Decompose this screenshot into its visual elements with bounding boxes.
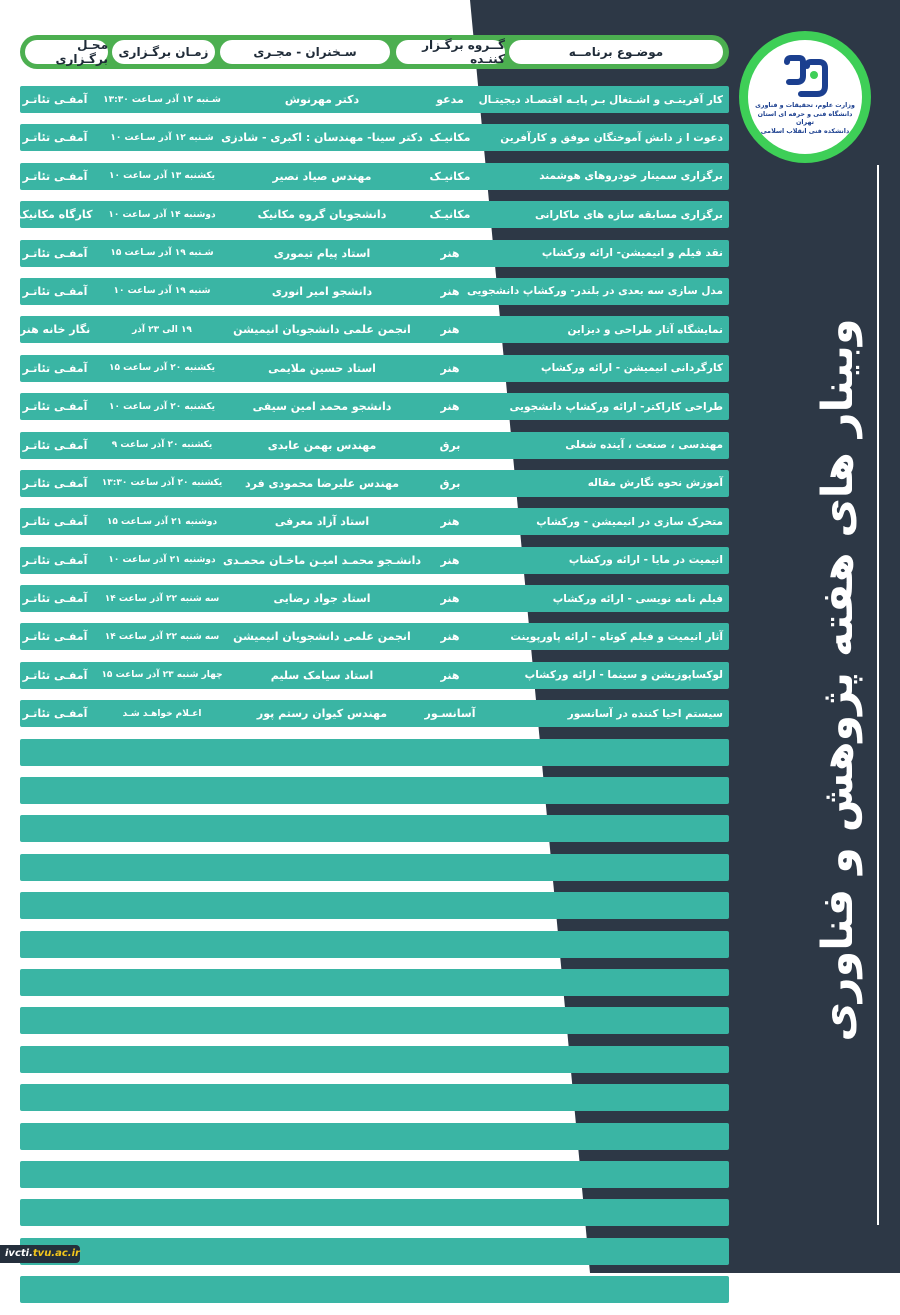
row-time: یکشنبه ۲۰ آذر ساعت ۱۵ — [109, 363, 215, 374]
row-speaker: دکتر مهرنوش — [284, 93, 360, 106]
header-speaker: سـخنران - مجـری — [220, 40, 390, 64]
logo-line-1: وزارت علوم، تحقیقات و فناوری — [755, 102, 855, 109]
row-title: مهندسی ، صنعت ، آینده شغلی — [565, 439, 723, 452]
row-speaker: دانشجویان گروه مکانیک — [257, 208, 387, 222]
row-place: آمفـی تئاتـر — [22, 707, 88, 721]
row-speaker: استاد آزاد معرفی — [274, 515, 370, 529]
university-logo — [739, 31, 871, 163]
row-speaker: مهندس کیوان رستم پور — [256, 707, 388, 721]
table-row — [20, 854, 729, 881]
row-title: نقد فیلم و انیمیشن- ارائه ورکشاپ — [541, 247, 723, 260]
row-time — [94, 1046, 230, 1073]
row-time: سه شنبه ۲۲ آذر ساعت ۱۴ — [104, 631, 220, 642]
table-row — [20, 815, 729, 842]
row-group: مکانیـک — [429, 169, 471, 183]
row-time: چهار شنبه ۲۳ آذر ساعت ۱۵ — [101, 670, 223, 681]
row-title: برگزاری مسابقه سازه های ماکارانی — [534, 208, 723, 221]
table-row — [20, 316, 729, 343]
row-title: مدل سازی سه بعدی در بلندر- ورکشاپ دانشجویی — [466, 285, 723, 298]
row-time: شنبه ۱۹ آذر ساعت ۱۰ — [113, 286, 211, 297]
table-row — [20, 777, 729, 804]
row-speaker — [206, 1123, 438, 1150]
row-time — [94, 892, 230, 919]
table-row — [20, 278, 729, 305]
row-place: آمفـی تئاتـر — [22, 476, 88, 490]
row-title — [493, 1007, 723, 1034]
table-row — [20, 931, 729, 958]
row-speaker — [206, 892, 438, 919]
row-place: آمفـی تئاتـر — [22, 169, 88, 183]
row-group: هنر — [440, 246, 460, 260]
row-time — [94, 1007, 230, 1034]
row-group: هنر — [440, 553, 460, 567]
table-row — [20, 1276, 729, 1303]
row-place: آمفـی تئاتـر — [22, 515, 88, 529]
table-row — [20, 1161, 729, 1188]
row-title — [493, 854, 723, 881]
table-row — [20, 508, 729, 535]
logo-mark-icon — [781, 56, 829, 98]
footer-url[interactable] — [0, 1245, 80, 1263]
row-time — [94, 1123, 230, 1150]
row-title — [493, 969, 723, 996]
row-title: کارگردانی انیمیشن - ارائه ورکشاپ — [541, 362, 723, 375]
row-title: آثار انیمیت و فیلم کوتاه - ارائه پاورپوینت — [510, 630, 723, 643]
table-row — [20, 662, 729, 689]
row-title: نمایشگاه آثار طراحی و دیزاین — [567, 323, 723, 336]
row-time — [94, 1238, 230, 1265]
row-place: آمفـی تئاتـر — [22, 93, 88, 106]
row-speaker: استاد جواد رضایی — [273, 592, 371, 606]
row-speaker: مهندس علیرضا محمودی فرد — [244, 476, 400, 490]
footer-url-domain: tvu.ac.ir — [32, 1248, 80, 1259]
row-time — [94, 1161, 230, 1188]
row-place — [22, 1046, 88, 1073]
row-time: یکشنبه ۲۰ آذر ساعت ۱۳:۳۰ — [101, 478, 223, 489]
row-group: مکانیـک — [429, 131, 471, 145]
row-title: دعوت ا ز دانش آموختگان موفق و کارآفرین — [500, 131, 723, 144]
side-title: وبینار های هفته پژوهش و فناوری — [813, 318, 863, 1042]
row-place — [22, 1007, 88, 1034]
row-speaker — [206, 1161, 438, 1188]
row-speaker — [206, 931, 438, 958]
row-place: آمفـی تئاتـر — [22, 246, 88, 260]
row-time: یکشنبه ۲۰ آذر ساعت ۹ — [111, 440, 213, 451]
row-speaker: استاد حسین ملایمی — [268, 361, 376, 375]
table-header — [20, 35, 729, 69]
row-place — [22, 1123, 88, 1150]
row-place — [22, 815, 88, 842]
header-title: موضـوع برنامــه — [509, 40, 723, 64]
logo-inner — [748, 40, 862, 154]
row-time — [94, 969, 230, 996]
row-title — [493, 1199, 723, 1226]
row-speaker — [206, 969, 438, 996]
row-title: لوکساپوزیشن و سینما - ارائه ورکشاپ — [524, 669, 723, 682]
row-title: فیلم نامه نویسی - ارائه ورکشاپ — [552, 592, 723, 605]
row-group: هنر — [440, 361, 460, 375]
row-group: هنر — [440, 515, 460, 529]
row-time — [94, 1084, 230, 1111]
row-place — [22, 969, 88, 996]
row-group: هنر — [440, 284, 460, 298]
row-title — [493, 739, 723, 766]
row-place — [22, 1276, 88, 1303]
table-row — [20, 739, 729, 766]
row-time: دوشنبه ۲۱ آذر سـاعت ۱۵ — [106, 516, 218, 527]
row-title: کار آفرینـی و اشـتغال بـر پایـه اقتصـاد دیجیتـال — [478, 93, 723, 106]
table-row — [20, 585, 729, 612]
table-row — [20, 623, 729, 650]
row-place — [22, 1161, 88, 1188]
table-row — [20, 1238, 729, 1265]
row-speaker — [206, 1007, 438, 1034]
row-speaker — [206, 854, 438, 881]
row-speaker: دانشجو محمد امین سیفی — [252, 400, 392, 414]
footer-url-prefix: ivcti. — [5, 1248, 33, 1259]
row-time — [94, 815, 230, 842]
row-time: سه شنبه ۲۲ آذر ساعت ۱۴ — [104, 593, 220, 604]
row-time — [94, 739, 230, 766]
row-place — [22, 1199, 88, 1226]
table-row — [20, 700, 729, 727]
row-place: آمفـی تئاتـر — [22, 131, 88, 145]
row-speaker — [206, 1276, 438, 1303]
table-row — [20, 1084, 729, 1111]
row-speaker — [206, 1084, 438, 1111]
row-speaker — [206, 1199, 438, 1226]
row-time — [94, 1276, 230, 1303]
table-row — [20, 124, 729, 151]
row-title — [493, 892, 723, 919]
table-row — [20, 1123, 729, 1150]
row-time — [94, 931, 230, 958]
row-time: شـنبه ۱۲ آذر سـاعت ۱۰ — [110, 132, 214, 143]
row-time: اعـلام خواهـد شـد — [122, 708, 202, 719]
row-speaker — [206, 1238, 438, 1265]
row-title — [493, 1123, 723, 1150]
table-row — [20, 1007, 729, 1034]
logo-line-3: دانشکده فنی انقلاب اسلامی — [760, 127, 850, 135]
row-speaker: دکتر سینا- مهندسان : اکبری - شادزی — [221, 131, 423, 145]
row-speaker: مهندس بهمن عابدی — [267, 438, 377, 452]
row-place: آمفـی تئاتـر — [22, 553, 88, 567]
header-group: گــروه برگـزار کننـده — [396, 40, 505, 64]
table-row — [20, 86, 729, 113]
row-title — [493, 1238, 723, 1265]
table-row — [20, 240, 729, 267]
row-time: دوشنبه ۲۱ آذر ساعت ۱۰ — [108, 555, 216, 566]
row-place — [22, 739, 88, 766]
table-row — [20, 470, 729, 497]
row-place: آمفـی تئاتـر — [22, 361, 88, 375]
row-place — [22, 777, 88, 804]
row-time — [94, 854, 230, 881]
table-row — [20, 432, 729, 459]
row-title: انیمیت در مایا - ارائه ورکشاپ — [568, 554, 723, 567]
row-group: هنر — [440, 400, 460, 414]
row-time: دوشنبه ۱۴ آذر ساعت ۱۰ — [108, 209, 216, 220]
row-group: برق — [439, 438, 461, 452]
row-title — [493, 931, 723, 958]
row-place: آمفـی تئاتـر — [22, 592, 88, 606]
row-time — [94, 1199, 230, 1226]
row-speaker — [206, 777, 438, 804]
table-row — [20, 355, 729, 382]
row-title — [493, 1084, 723, 1111]
row-group: برق — [439, 476, 461, 490]
logo-line-2: دانشگاه فنی و حرفه ای استان تهران — [757, 110, 853, 126]
row-speaker — [206, 815, 438, 842]
row-group: مدعو — [436, 93, 464, 106]
table-row — [20, 163, 729, 190]
row-title — [493, 815, 723, 842]
row-speaker: استاد سیامک سلیم — [270, 668, 374, 682]
row-speaker: دانشجو امیر انوری — [271, 284, 373, 298]
row-group: آسانسـور — [424, 707, 476, 721]
table-row — [20, 393, 729, 420]
logo-caption — [748, 102, 862, 136]
header-place: محـل برگـزاری — [25, 40, 108, 64]
row-place — [22, 892, 88, 919]
row-place: کارگاه مکانیک — [17, 208, 93, 222]
row-title — [493, 777, 723, 804]
table-row — [20, 1046, 729, 1073]
row-place: آمفـی تئاتـر — [22, 438, 88, 452]
row-place: آمفـی تئاتـر — [22, 668, 88, 682]
row-title: سیستم احیا کننده در آسانسور — [567, 707, 723, 720]
table-row — [20, 969, 729, 996]
row-speaker — [206, 1046, 438, 1073]
row-speaker: استاد پیام تیموری — [273, 246, 371, 260]
table-row — [20, 892, 729, 919]
row-group: هنر — [440, 630, 460, 644]
header-time: زمـان برگـزاری — [112, 40, 215, 64]
row-place: آمفـی تئاتـر — [22, 284, 88, 298]
row-speaker: مهندس صیاد نصیر — [272, 169, 372, 183]
row-speaker: انجمن علمی دانشجویان انیمیشن — [233, 630, 411, 644]
row-place — [22, 854, 88, 881]
row-title — [493, 1161, 723, 1188]
row-time: یکشنبه ۱۳ آذر ساعت ۱۰ — [109, 171, 215, 182]
row-title — [493, 1046, 723, 1073]
row-place: آمفـی تئاتـر — [22, 630, 88, 644]
row-group: هنر — [440, 668, 460, 682]
row-place — [22, 931, 88, 958]
row-time: یکشنبه ۲۰ آذر ساعت ۱۰ — [109, 401, 215, 412]
row-time: شـنبه ۱۲ آذر سـاعت ۱۳:۳۰ — [103, 94, 221, 105]
row-group: مکانیـک — [429, 208, 471, 222]
row-time: شـنبه ۱۹ آذر سـاعت ۱۵ — [110, 248, 214, 259]
row-title — [493, 1276, 723, 1303]
row-time — [94, 777, 230, 804]
row-place: نگار خانه هنر — [19, 323, 91, 337]
table-row — [20, 547, 729, 574]
row-time: ۱۹ الی ۲۳ آذر — [132, 324, 192, 335]
footer-url-text[interactable] — [5, 1248, 80, 1259]
row-title: آموزش نحوه نگارش مقاله — [587, 477, 723, 490]
row-group: هنر — [440, 323, 460, 337]
row-place: آمفـی تئاتـر — [22, 400, 88, 414]
table-row — [17, 201, 729, 228]
row-title: برگزاری سمینار خودروهای هوشمند — [539, 170, 723, 183]
row-speaker — [206, 739, 438, 766]
row-speaker: دانشـجو محمـد امیـن ماخـان محمـدی — [222, 553, 422, 567]
row-title: طراحی کاراکتر- ارائه ورکشاپ دانشجویی — [509, 400, 723, 413]
row-group: هنر — [440, 592, 460, 606]
table-row — [20, 1199, 729, 1226]
row-place — [22, 1084, 88, 1111]
row-speaker: انجمن علمی دانشجویان انیمیشن — [233, 323, 411, 337]
row-title: متحرک سازی در انیمیشن - ورکشاپ — [536, 515, 723, 528]
